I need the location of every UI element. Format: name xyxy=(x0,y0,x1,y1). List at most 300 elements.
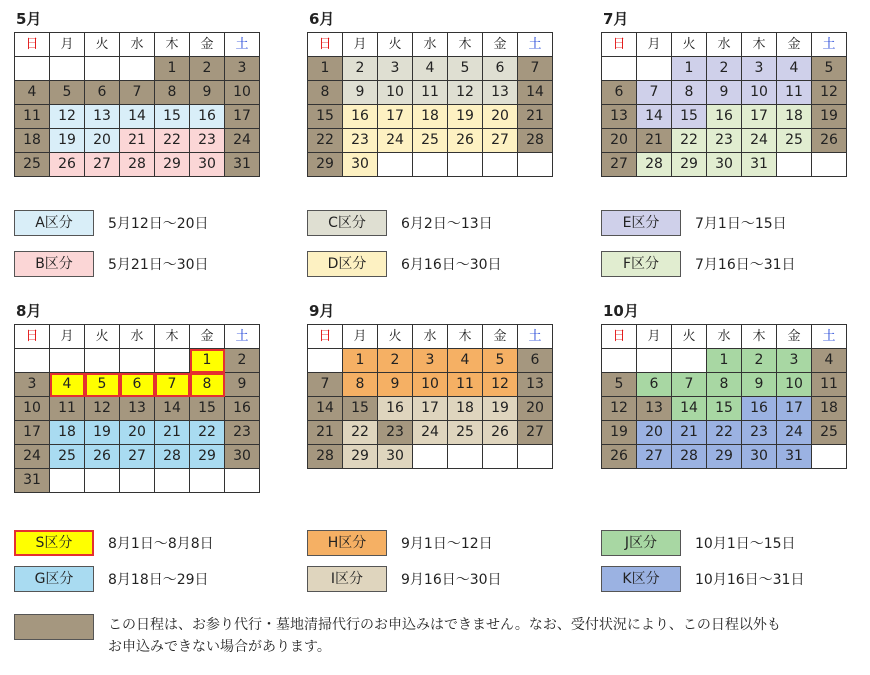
day-cell: 1 xyxy=(343,349,378,373)
day-cell: 23 xyxy=(225,421,260,445)
day-cell: 4 xyxy=(812,349,847,373)
day-cell xyxy=(518,153,553,177)
day-cell: 12 xyxy=(85,397,120,421)
day-cell: 12 xyxy=(448,81,483,105)
day-cell: 8 xyxy=(707,373,742,397)
month-august xyxy=(14,302,260,493)
weekday-label: 月 xyxy=(50,325,85,349)
week-row xyxy=(602,373,847,397)
day-cell: 27 xyxy=(85,153,120,177)
weekday-label: 月 xyxy=(50,33,85,57)
day-cell: 18 xyxy=(812,397,847,421)
legend-G xyxy=(14,566,209,592)
month-title: 7月 xyxy=(603,10,629,28)
week-row xyxy=(308,397,553,421)
day-cell: 28 xyxy=(518,129,553,153)
week-row xyxy=(602,129,847,153)
day-cell: 30 xyxy=(742,445,777,469)
month-title: 10月 xyxy=(603,302,639,320)
day-cell xyxy=(308,349,343,373)
month-october xyxy=(601,302,847,469)
weekday-label: 水 xyxy=(707,325,742,349)
day-cell xyxy=(85,469,120,493)
day-cell: 13 xyxy=(637,397,672,421)
day-cell: 12 xyxy=(602,397,637,421)
day-cell: 7 xyxy=(155,373,190,397)
day-cell: 8 xyxy=(343,373,378,397)
day-cell xyxy=(50,57,85,81)
week-row xyxy=(308,105,553,129)
day-cell: 1 xyxy=(707,349,742,373)
legend-swatch: J区分 xyxy=(601,530,681,556)
day-cell: 7 xyxy=(120,81,155,105)
day-cell: 3 xyxy=(225,57,260,81)
legend-range: 10月1日～15日 xyxy=(695,536,796,552)
day-cell: 28 xyxy=(672,445,707,469)
note-line-1: この日程は、お参り代行・墓地清掃代行のお申込みはできません。なお、受付状況により、この日程以外も xyxy=(108,617,781,633)
day-cell: 2 xyxy=(378,349,413,373)
day-cell xyxy=(637,57,672,81)
legend-range: 6月16日～30日 xyxy=(401,257,502,273)
day-cell: 11 xyxy=(413,81,448,105)
day-cell: 14 xyxy=(155,397,190,421)
weekday-label: 日 xyxy=(308,33,343,57)
week-row xyxy=(15,469,260,493)
weekday-label: 火 xyxy=(85,33,120,57)
weekday-label: 土 xyxy=(225,325,260,349)
day-cell: 23 xyxy=(190,129,225,153)
weekday-label: 木 xyxy=(448,33,483,57)
note-text xyxy=(108,614,848,658)
weekday-label: 日 xyxy=(308,325,343,349)
day-cell: 15 xyxy=(155,105,190,129)
day-cell xyxy=(155,469,190,493)
day-cell: 10 xyxy=(413,373,448,397)
day-cell: 7 xyxy=(672,373,707,397)
day-cell: 28 xyxy=(155,445,190,469)
calendar-grid xyxy=(307,32,553,177)
month-title: 9月 xyxy=(309,302,335,320)
day-cell: 25 xyxy=(812,421,847,445)
day-cell: 11 xyxy=(777,81,812,105)
week-row xyxy=(15,153,260,177)
day-cell: 24 xyxy=(413,421,448,445)
day-cell: 5 xyxy=(483,349,518,373)
day-cell: 5 xyxy=(812,57,847,81)
day-cell: 11 xyxy=(15,105,50,129)
month-title: 8月 xyxy=(16,302,42,320)
day-cell: 22 xyxy=(308,129,343,153)
day-cell: 29 xyxy=(190,445,225,469)
day-cell: 24 xyxy=(378,129,413,153)
day-cell: 20 xyxy=(637,421,672,445)
day-cell: 9 xyxy=(378,373,413,397)
day-cell: 30 xyxy=(707,153,742,177)
day-cell: 13 xyxy=(120,397,155,421)
day-cell: 7 xyxy=(518,57,553,81)
day-cell: 13 xyxy=(85,105,120,129)
week-row xyxy=(308,153,553,177)
day-cell: 26 xyxy=(50,153,85,177)
day-cell: 3 xyxy=(742,57,777,81)
day-cell: 3 xyxy=(777,349,812,373)
day-cell: 19 xyxy=(483,397,518,421)
day-cell: 25 xyxy=(777,129,812,153)
month-title: 5月 xyxy=(16,10,42,28)
week-row xyxy=(15,81,260,105)
legend-swatch: G区分 xyxy=(14,566,94,592)
legend-range: 5月12日～20日 xyxy=(108,216,209,232)
day-cell: 16 xyxy=(742,397,777,421)
week-row xyxy=(308,373,553,397)
day-cell: 21 xyxy=(637,129,672,153)
day-cell: 2 xyxy=(742,349,777,373)
day-cell: 4 xyxy=(50,373,85,397)
day-cell xyxy=(518,445,553,469)
day-cell: 17 xyxy=(413,397,448,421)
day-cell: 1 xyxy=(155,57,190,81)
day-cell: 5 xyxy=(50,81,85,105)
day-cell: 16 xyxy=(707,105,742,129)
day-cell: 31 xyxy=(777,445,812,469)
legend-swatch: D区分 xyxy=(307,251,387,277)
week-row xyxy=(15,129,260,153)
day-cell: 3 xyxy=(413,349,448,373)
day-cell: 19 xyxy=(85,421,120,445)
month-june xyxy=(307,10,553,177)
day-cell: 25 xyxy=(448,421,483,445)
weekday-label: 日 xyxy=(602,325,637,349)
day-cell: 18 xyxy=(15,129,50,153)
month-september xyxy=(307,302,553,469)
day-cell: 24 xyxy=(742,129,777,153)
weekday-label: 月 xyxy=(637,325,672,349)
legend-swatch: I区分 xyxy=(307,566,387,592)
day-cell: 25 xyxy=(15,153,50,177)
weekday-label: 水 xyxy=(707,33,742,57)
weekday-label: 金 xyxy=(190,325,225,349)
day-cell: 14 xyxy=(120,105,155,129)
day-cell: 4 xyxy=(448,349,483,373)
week-row xyxy=(308,445,553,469)
day-cell: 19 xyxy=(50,129,85,153)
week-row xyxy=(602,57,847,81)
day-cell: 21 xyxy=(155,421,190,445)
weekday-label: 土 xyxy=(812,325,847,349)
weekday-header-row xyxy=(15,325,260,349)
day-cell: 10 xyxy=(378,81,413,105)
note-line-2: お申込みできない場合があります。 xyxy=(108,639,331,655)
day-cell: 22 xyxy=(707,421,742,445)
day-cell: 19 xyxy=(812,105,847,129)
calendar-grid xyxy=(601,324,847,469)
day-cell xyxy=(50,349,85,373)
day-cell: 27 xyxy=(602,153,637,177)
day-cell: 25 xyxy=(50,445,85,469)
weekday-label: 火 xyxy=(672,325,707,349)
day-cell: 29 xyxy=(672,153,707,177)
legend-A xyxy=(14,210,209,236)
legend-C xyxy=(307,210,493,236)
legend-swatch: F区分 xyxy=(601,251,681,277)
day-cell: 9 xyxy=(343,81,378,105)
week-row xyxy=(308,57,553,81)
day-cell: 18 xyxy=(777,105,812,129)
week-row xyxy=(602,81,847,105)
week-row xyxy=(15,105,260,129)
day-cell: 11 xyxy=(448,373,483,397)
legend-range: 8月1日～8月8日 xyxy=(108,536,214,552)
day-cell xyxy=(448,445,483,469)
day-cell: 30 xyxy=(190,153,225,177)
day-cell: 6 xyxy=(483,57,518,81)
day-cell xyxy=(483,445,518,469)
legend-swatch: A区分 xyxy=(14,210,94,236)
day-cell: 22 xyxy=(343,421,378,445)
day-cell: 21 xyxy=(672,421,707,445)
day-cell: 10 xyxy=(777,373,812,397)
day-cell: 21 xyxy=(120,129,155,153)
legend-swatch: H区分 xyxy=(307,530,387,556)
day-cell: 8 xyxy=(672,81,707,105)
weekday-label: 日 xyxy=(15,33,50,57)
week-row xyxy=(15,349,260,373)
unavailable-note xyxy=(14,614,848,658)
day-cell: 4 xyxy=(15,81,50,105)
day-cell: 13 xyxy=(602,105,637,129)
weekday-label: 金 xyxy=(483,33,518,57)
day-cell: 17 xyxy=(15,421,50,445)
calendar-grid xyxy=(307,324,553,469)
legend-range: 7月16日～31日 xyxy=(695,257,796,273)
month-may xyxy=(14,10,260,177)
weekday-label: 月 xyxy=(343,325,378,349)
weekday-header-row xyxy=(308,33,553,57)
weekday-label: 木 xyxy=(155,33,190,57)
weekday-label: 金 xyxy=(777,33,812,57)
day-cell xyxy=(448,153,483,177)
day-cell: 1 xyxy=(308,57,343,81)
day-cell: 17 xyxy=(777,397,812,421)
day-cell: 16 xyxy=(225,397,260,421)
calendar-grid xyxy=(14,32,260,177)
day-cell: 15 xyxy=(707,397,742,421)
day-cell xyxy=(120,57,155,81)
day-cell: 9 xyxy=(707,81,742,105)
week-row xyxy=(308,129,553,153)
day-cell xyxy=(812,153,847,177)
week-row xyxy=(602,445,847,469)
day-cell: 30 xyxy=(225,445,260,469)
day-cell: 24 xyxy=(15,445,50,469)
week-row xyxy=(308,81,553,105)
day-cell: 27 xyxy=(637,445,672,469)
day-cell xyxy=(225,469,260,493)
day-cell: 17 xyxy=(378,105,413,129)
week-row xyxy=(602,421,847,445)
weekday-label: 木 xyxy=(448,325,483,349)
week-row xyxy=(15,373,260,397)
day-cell: 17 xyxy=(742,105,777,129)
legend-range: 6月2日～13日 xyxy=(401,216,493,232)
legend-swatch: K区分 xyxy=(601,566,681,592)
day-cell: 20 xyxy=(85,129,120,153)
day-cell: 14 xyxy=(637,105,672,129)
day-cell xyxy=(15,349,50,373)
day-cell: 31 xyxy=(15,469,50,493)
weekday-header-row xyxy=(602,33,847,57)
week-row xyxy=(15,57,260,81)
legend-J xyxy=(601,530,796,556)
day-cell: 5 xyxy=(602,373,637,397)
day-cell: 8 xyxy=(308,81,343,105)
day-cell: 16 xyxy=(343,105,378,129)
day-cell: 19 xyxy=(448,105,483,129)
weekday-label: 金 xyxy=(777,325,812,349)
day-cell: 12 xyxy=(50,105,85,129)
weekday-label: 火 xyxy=(85,325,120,349)
day-cell: 9 xyxy=(190,81,225,105)
day-cell: 2 xyxy=(225,349,260,373)
week-row xyxy=(602,153,847,177)
day-cell: 14 xyxy=(308,397,343,421)
day-cell: 30 xyxy=(343,153,378,177)
legend-swatch: C区分 xyxy=(307,210,387,236)
day-cell: 6 xyxy=(85,81,120,105)
day-cell: 15 xyxy=(308,105,343,129)
legend-range: 9月1日～12日 xyxy=(401,536,493,552)
week-row xyxy=(602,397,847,421)
week-row xyxy=(308,349,553,373)
day-cell: 27 xyxy=(120,445,155,469)
day-cell: 21 xyxy=(308,421,343,445)
legend-swatch: E区分 xyxy=(601,210,681,236)
day-cell xyxy=(85,57,120,81)
weekday-label: 火 xyxy=(672,33,707,57)
day-cell: 27 xyxy=(518,421,553,445)
legend-range: 8月18日～29日 xyxy=(108,572,209,588)
day-cell: 21 xyxy=(518,105,553,129)
legend-D xyxy=(307,251,502,277)
legend-range: 5月21日～30日 xyxy=(108,257,209,273)
day-cell xyxy=(413,153,448,177)
day-cell: 17 xyxy=(225,105,260,129)
day-cell: 26 xyxy=(483,421,518,445)
day-cell: 22 xyxy=(672,129,707,153)
day-cell: 18 xyxy=(448,397,483,421)
day-cell xyxy=(812,445,847,469)
legend-F xyxy=(601,251,796,277)
legend-E xyxy=(601,210,787,236)
day-cell xyxy=(413,445,448,469)
legend-swatch: B区分 xyxy=(14,251,94,277)
day-cell: 8 xyxy=(155,81,190,105)
day-cell xyxy=(155,349,190,373)
week-row xyxy=(308,421,553,445)
weekday-label: 火 xyxy=(378,325,413,349)
day-cell xyxy=(190,469,225,493)
weekday-label: 水 xyxy=(413,325,448,349)
month-title: 6月 xyxy=(309,10,335,28)
day-cell: 29 xyxy=(308,153,343,177)
day-cell: 5 xyxy=(85,373,120,397)
weekday-header-row xyxy=(308,325,553,349)
day-cell: 15 xyxy=(343,397,378,421)
weekday-header-row xyxy=(15,33,260,57)
day-cell xyxy=(637,349,672,373)
day-cell: 11 xyxy=(812,373,847,397)
weekday-label: 木 xyxy=(742,325,777,349)
day-cell: 16 xyxy=(378,397,413,421)
calendar-grid xyxy=(14,324,260,493)
legend-range: 9月16日～30日 xyxy=(401,572,502,588)
legend-range: 7月1日～15日 xyxy=(695,216,787,232)
unavailable-swatch xyxy=(14,614,94,640)
day-cell: 18 xyxy=(50,421,85,445)
weekday-label: 日 xyxy=(15,325,50,349)
day-cell: 24 xyxy=(777,421,812,445)
day-cell: 3 xyxy=(15,373,50,397)
day-cell xyxy=(777,153,812,177)
day-cell: 20 xyxy=(120,421,155,445)
day-cell: 23 xyxy=(343,129,378,153)
day-cell: 3 xyxy=(378,57,413,81)
day-cell: 20 xyxy=(602,129,637,153)
week-row xyxy=(15,445,260,469)
day-cell: 26 xyxy=(448,129,483,153)
weekday-header-row xyxy=(602,325,847,349)
day-cell: 31 xyxy=(742,153,777,177)
day-cell: 5 xyxy=(448,57,483,81)
weekday-label: 水 xyxy=(120,325,155,349)
day-cell: 22 xyxy=(190,421,225,445)
weekday-label: 木 xyxy=(155,325,190,349)
week-row xyxy=(15,421,260,445)
day-cell xyxy=(378,153,413,177)
day-cell: 15 xyxy=(672,105,707,129)
weekday-label: 土 xyxy=(225,33,260,57)
day-cell: 6 xyxy=(637,373,672,397)
day-cell: 29 xyxy=(343,445,378,469)
day-cell: 6 xyxy=(120,373,155,397)
week-row xyxy=(602,105,847,129)
day-cell: 9 xyxy=(742,373,777,397)
day-cell: 4 xyxy=(413,57,448,81)
legend-H xyxy=(307,530,493,556)
weekday-label: 水 xyxy=(413,33,448,57)
week-row xyxy=(15,397,260,421)
day-cell: 18 xyxy=(413,105,448,129)
day-cell: 23 xyxy=(742,421,777,445)
month-july xyxy=(601,10,847,177)
day-cell: 8 xyxy=(190,373,225,397)
day-cell: 16 xyxy=(190,105,225,129)
day-cell: 13 xyxy=(483,81,518,105)
day-cell xyxy=(483,153,518,177)
day-cell: 10 xyxy=(225,81,260,105)
day-cell: 13 xyxy=(518,373,553,397)
day-cell: 15 xyxy=(190,397,225,421)
legend-swatch: S区分 xyxy=(14,530,94,556)
weekday-label: 金 xyxy=(483,325,518,349)
weekday-label: 月 xyxy=(637,33,672,57)
legend-B xyxy=(14,251,209,277)
day-cell: 29 xyxy=(155,153,190,177)
weekday-label: 月 xyxy=(343,33,378,57)
legend-I xyxy=(307,566,502,592)
day-cell: 6 xyxy=(518,349,553,373)
day-cell xyxy=(602,349,637,373)
